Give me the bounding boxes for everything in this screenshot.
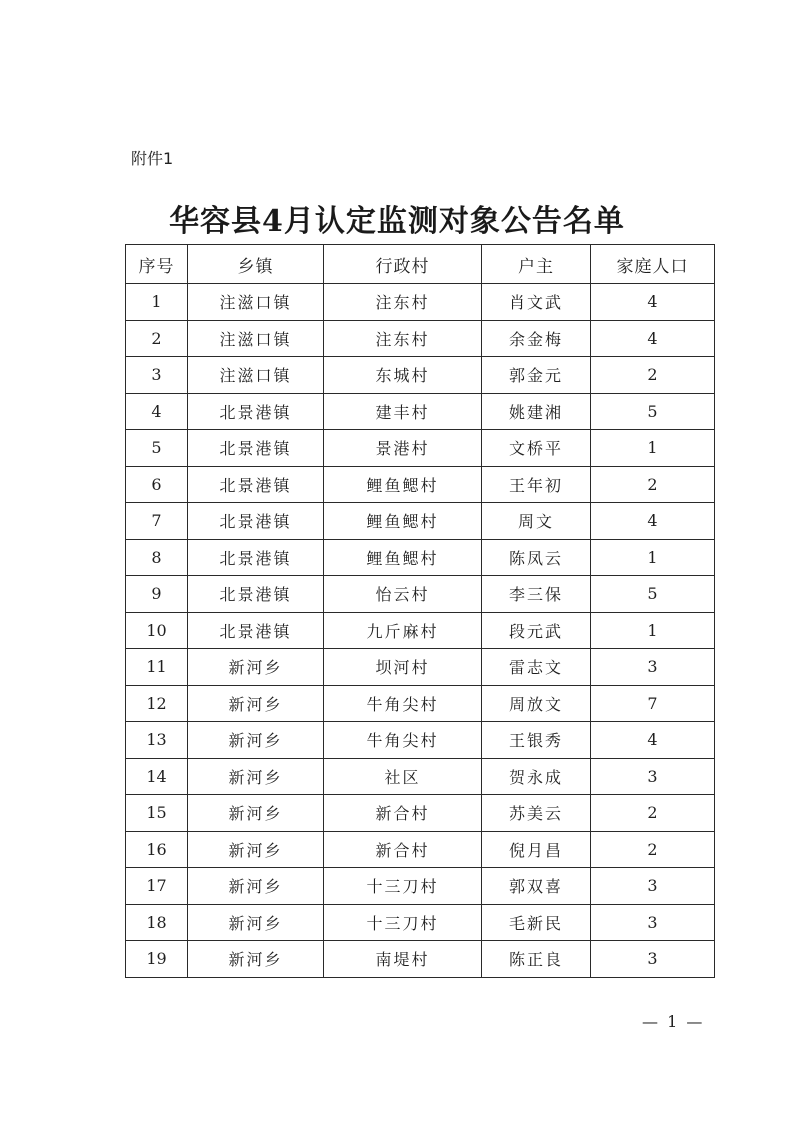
cell-household-head: 陈正良 bbox=[482, 941, 591, 978]
cell-family-size: 7 bbox=[591, 685, 715, 722]
table-row bbox=[126, 576, 715, 613]
cell-index: 5 bbox=[126, 430, 188, 467]
cell-town: 注滋口镇 bbox=[188, 284, 324, 321]
table-row bbox=[126, 941, 715, 978]
cell-household-head: 肖文武 bbox=[482, 284, 591, 321]
table-body bbox=[126, 284, 715, 978]
page-number: — 1 — bbox=[642, 1012, 705, 1031]
cell-town: 新河乡 bbox=[188, 649, 324, 686]
cell-village: 新合村 bbox=[324, 831, 482, 868]
cell-family-size: 3 bbox=[591, 904, 715, 941]
cell-family-size: 3 bbox=[591, 941, 715, 978]
cell-household-head: 余金梅 bbox=[482, 320, 591, 357]
cell-village: 南堤村 bbox=[324, 941, 482, 978]
header-town: 乡镇 bbox=[188, 245, 324, 284]
cell-town: 新河乡 bbox=[188, 795, 324, 832]
cell-family-size: 4 bbox=[591, 284, 715, 321]
cell-family-size: 3 bbox=[591, 758, 715, 795]
table-row bbox=[126, 539, 715, 576]
cell-household-head: 苏美云 bbox=[482, 795, 591, 832]
cell-household-head: 周放文 bbox=[482, 685, 591, 722]
cell-town: 注滋口镇 bbox=[188, 357, 324, 394]
cell-village: 九斤麻村 bbox=[324, 612, 482, 649]
cell-town: 新河乡 bbox=[188, 831, 324, 868]
cell-town: 新河乡 bbox=[188, 758, 324, 795]
cell-village: 景港村 bbox=[324, 430, 482, 467]
cell-family-size: 4 bbox=[591, 503, 715, 540]
cell-index: 10 bbox=[126, 612, 188, 649]
cell-town: 新河乡 bbox=[188, 941, 324, 978]
cell-household-head: 段元武 bbox=[482, 612, 591, 649]
table-row bbox=[126, 831, 715, 868]
header-family-size: 家庭人口 bbox=[591, 245, 715, 284]
cell-village: 东城村 bbox=[324, 357, 482, 394]
header-village: 行政村 bbox=[324, 245, 482, 284]
table-row bbox=[126, 284, 715, 321]
cell-town: 北景港镇 bbox=[188, 612, 324, 649]
table-row bbox=[126, 503, 715, 540]
cell-index: 14 bbox=[126, 758, 188, 795]
table-row bbox=[126, 320, 715, 357]
table-row bbox=[126, 649, 715, 686]
cell-index: 12 bbox=[126, 685, 188, 722]
cell-village: 十三刀村 bbox=[324, 904, 482, 941]
cell-household-head: 陈凤云 bbox=[482, 539, 591, 576]
cell-family-size: 2 bbox=[591, 466, 715, 503]
cell-index: 15 bbox=[126, 795, 188, 832]
cell-index: 9 bbox=[126, 576, 188, 613]
cell-household-head: 贺永成 bbox=[482, 758, 591, 795]
cell-town: 新河乡 bbox=[188, 685, 324, 722]
cell-index: 18 bbox=[126, 904, 188, 941]
header-household-head: 户主 bbox=[482, 245, 591, 284]
cell-village: 怡云村 bbox=[324, 576, 482, 613]
attachment-label: 附件1 bbox=[131, 149, 174, 168]
cell-family-size: 2 bbox=[591, 831, 715, 868]
cell-family-size: 4 bbox=[591, 320, 715, 357]
cell-index: 13 bbox=[126, 722, 188, 759]
cell-town: 注滋口镇 bbox=[188, 320, 324, 357]
cell-town: 新河乡 bbox=[188, 904, 324, 941]
header-index: 序号 bbox=[126, 245, 188, 284]
cell-index: 8 bbox=[126, 539, 188, 576]
cell-family-size: 2 bbox=[591, 795, 715, 832]
cell-family-size: 3 bbox=[591, 649, 715, 686]
cell-household-head: 郭双喜 bbox=[482, 868, 591, 905]
cell-town: 北景港镇 bbox=[188, 576, 324, 613]
cell-village: 新合村 bbox=[324, 795, 482, 832]
table-row bbox=[126, 466, 715, 503]
table-row bbox=[126, 612, 715, 649]
cell-household-head: 郭金元 bbox=[482, 357, 591, 394]
table-row bbox=[126, 430, 715, 467]
cell-household-head: 雷志文 bbox=[482, 649, 591, 686]
cell-village: 牛角尖村 bbox=[324, 685, 482, 722]
cell-town: 北景港镇 bbox=[188, 430, 324, 467]
cell-village: 社区 bbox=[324, 758, 482, 795]
cell-index: 2 bbox=[126, 320, 188, 357]
monitoring-roster-table bbox=[125, 244, 715, 978]
table-row bbox=[126, 868, 715, 905]
cell-village: 牛角尖村 bbox=[324, 722, 482, 759]
cell-town: 北景港镇 bbox=[188, 466, 324, 503]
cell-index: 3 bbox=[126, 357, 188, 394]
cell-town: 北景港镇 bbox=[188, 503, 324, 540]
cell-index: 11 bbox=[126, 649, 188, 686]
table-row bbox=[126, 904, 715, 941]
table-row bbox=[126, 357, 715, 394]
cell-household-head: 王银秀 bbox=[482, 722, 591, 759]
cell-household-head: 毛新民 bbox=[482, 904, 591, 941]
cell-family-size: 5 bbox=[591, 576, 715, 613]
cell-index: 1 bbox=[126, 284, 188, 321]
cell-household-head: 周文 bbox=[482, 503, 591, 540]
cell-village: 坝河村 bbox=[324, 649, 482, 686]
cell-family-size: 1 bbox=[591, 612, 715, 649]
cell-village: 鲤鱼鳃村 bbox=[324, 466, 482, 503]
cell-household-head: 王年初 bbox=[482, 466, 591, 503]
document-title: 华容县4月认定监测对象公告名单 bbox=[169, 204, 625, 239]
cell-village: 建丰村 bbox=[324, 393, 482, 430]
cell-household-head: 倪月昌 bbox=[482, 831, 591, 868]
cell-family-size: 1 bbox=[591, 539, 715, 576]
table-header bbox=[126, 245, 715, 284]
cell-index: 7 bbox=[126, 503, 188, 540]
header-row bbox=[126, 245, 715, 284]
cell-index: 16 bbox=[126, 831, 188, 868]
cell-household-head: 李三保 bbox=[482, 576, 591, 613]
cell-family-size: 4 bbox=[591, 722, 715, 759]
cell-index: 17 bbox=[126, 868, 188, 905]
table-row bbox=[126, 795, 715, 832]
cell-family-size: 3 bbox=[591, 868, 715, 905]
table-row bbox=[126, 722, 715, 759]
table-row bbox=[126, 685, 715, 722]
cell-town: 新河乡 bbox=[188, 722, 324, 759]
cell-index: 4 bbox=[126, 393, 188, 430]
cell-index: 19 bbox=[126, 941, 188, 978]
table-row bbox=[126, 393, 715, 430]
cell-family-size: 2 bbox=[591, 357, 715, 394]
cell-town: 北景港镇 bbox=[188, 539, 324, 576]
cell-village: 注东村 bbox=[324, 284, 482, 321]
cell-village: 鲤鱼鳃村 bbox=[324, 539, 482, 576]
table-row bbox=[126, 758, 715, 795]
cell-household-head: 文桥平 bbox=[482, 430, 591, 467]
cell-family-size: 5 bbox=[591, 393, 715, 430]
cell-town: 北景港镇 bbox=[188, 393, 324, 430]
cell-village: 十三刀村 bbox=[324, 868, 482, 905]
cell-town: 新河乡 bbox=[188, 868, 324, 905]
cell-family-size: 1 bbox=[591, 430, 715, 467]
cell-village: 鲤鱼鳃村 bbox=[324, 503, 482, 540]
cell-household-head: 姚建湘 bbox=[482, 393, 591, 430]
cell-index: 6 bbox=[126, 466, 188, 503]
cell-village: 注东村 bbox=[324, 320, 482, 357]
